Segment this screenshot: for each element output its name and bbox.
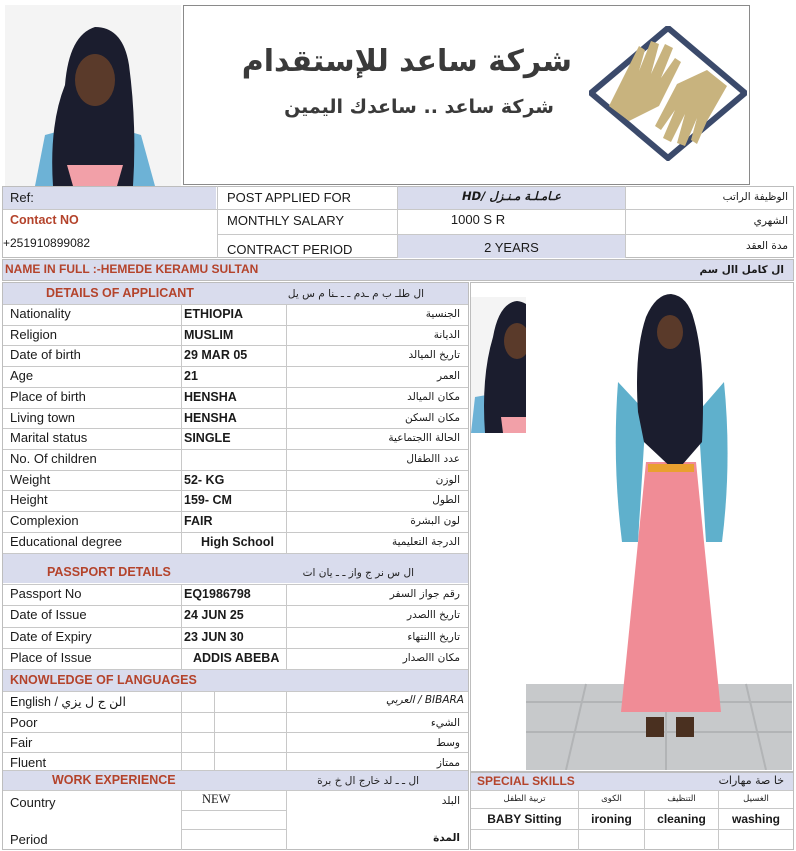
skill-en: BABY Sitting [487, 812, 562, 826]
contact-label: Contact NO [10, 213, 79, 227]
hands-logo-icon [589, 26, 747, 161]
work-title: WORK EXPERIENCE [52, 773, 176, 787]
detail-label: Religion [10, 327, 57, 342]
salary-value: 1000 S R [450, 212, 506, 227]
skill-ar: الكوى [601, 794, 622, 804]
passport-label: Date of Expiry [10, 629, 92, 644]
detail-ar: الوزن [435, 474, 460, 486]
passport-label: Date of Issue [10, 607, 87, 622]
detail-label: Complexion [10, 513, 79, 528]
detail-label: Marital status [10, 430, 88, 445]
skill-ar: الغسيل [743, 794, 769, 804]
period-ar: المدة [433, 832, 460, 844]
detail-value: HENSHA [184, 390, 237, 404]
detail-label: Age [10, 368, 34, 383]
passport-title: PASSPORT DETAILS [47, 565, 171, 579]
contract-label: CONTRACT PERIOD [227, 242, 353, 257]
detail-value: High School [201, 535, 274, 549]
company-name: شركة ساعد للإستقدام [241, 44, 572, 79]
detail-value: 29 MAR 05 [184, 348, 248, 362]
detail-value: 21 [184, 369, 198, 383]
passport-ar: تاريخ االنتهاء [407, 631, 460, 643]
skill-ar: التنظيف [667, 794, 696, 804]
passport-label: Place of Issue [10, 650, 92, 665]
col-divider [644, 790, 645, 850]
contract-ar: مدة العقد [746, 240, 788, 252]
full-body-image [526, 292, 792, 770]
detail-label: Height [10, 492, 48, 507]
detail-value: 52- KG [184, 473, 225, 487]
contract-value: 2 YEARS [484, 240, 539, 255]
passport-ar: مكان االصدار [402, 652, 460, 664]
detail-value: SINGLE [184, 431, 231, 445]
period-label: Period [10, 832, 48, 847]
company-banner [183, 5, 750, 185]
detail-label: Living town [10, 410, 76, 425]
detail-value: ETHIOPIA [184, 307, 244, 321]
detail-label: Educational degree [10, 534, 123, 549]
skills-title: SPECIAL SKILLS [477, 774, 575, 788]
language-level-ar: الشيء [430, 717, 460, 729]
details-title: DETAILS OF APPLICANT [46, 286, 194, 300]
ref-cell [3, 187, 216, 209]
post-value: HD/ عـامـلـة مـنـزل [461, 189, 562, 203]
language-level: Fluent [10, 755, 47, 770]
language-level: Fair [10, 735, 33, 750]
detail-ar: الطول [432, 494, 460, 506]
detail-label: No. Of children [10, 451, 97, 466]
detail-value: HENSHA [184, 411, 237, 425]
detail-ar: مكان الميالد [407, 391, 460, 403]
detail-ar: مكان السكن [405, 412, 460, 424]
skill-en: washing [731, 812, 780, 826]
phone-number: +251910899082 [3, 236, 91, 250]
detail-ar: الجنسية [425, 308, 460, 320]
passport-value: ADDIS ABEBA [193, 651, 280, 665]
applicant-portrait-small [5, 5, 181, 186]
passport-value: 24 JUN 25 [184, 608, 244, 622]
arabic-label: العربي / BIBARA [385, 694, 464, 706]
skill-ar: تربية الطفل [503, 794, 546, 804]
post-label: POST APPLIED FOR [227, 190, 352, 205]
full-name-ar: ال كامل اال سم [699, 264, 784, 276]
country-label: Country [10, 795, 56, 810]
skill-en: cleaning [657, 812, 706, 826]
passport-title-ar: ال س نر ج واز ـ ـ يان ات [302, 567, 414, 579]
passport-value: EQ1986798 [184, 587, 251, 601]
language-level-ar: ممتاز [436, 757, 460, 769]
languages-title: KNOWLEDGE OF LANGUAGES [10, 673, 197, 687]
detail-value: MUSLIM [184, 328, 234, 342]
detail-label: Nationality [10, 306, 71, 321]
detail-value: FAIR [184, 514, 213, 528]
passport-ar: رقم جواز السفر [389, 588, 460, 600]
skill-en: ironing [591, 812, 632, 826]
detail-ar: الديانة [433, 329, 460, 341]
country-ar: البلد [441, 795, 460, 807]
detail-ar: الدرجة التعليمية [391, 536, 460, 548]
col-divider [286, 584, 287, 669]
detail-ar: لون البشرة [410, 515, 460, 527]
english-label: English / الن ج ل يزي [10, 695, 126, 709]
details-title-ar: ال طلـ ب م ـدم ـ ـ ـنا م س يل [287, 288, 424, 300]
passport-value: 23 JUN 30 [184, 630, 244, 644]
detail-value: 159- CM [184, 493, 232, 507]
passport-ar: تاريخ االصدر [407, 609, 460, 621]
full-name: NAME IN FULL :-HEMEDE KERAMU SULTAN [5, 262, 259, 276]
country-value: NEW [202, 792, 231, 806]
col-divider [181, 584, 182, 669]
portrait-image [5, 5, 181, 186]
col-divider [181, 304, 182, 553]
col-divider [578, 790, 579, 850]
col-divider [718, 790, 719, 850]
passport-label: Passport No [10, 586, 82, 601]
skills-title-ar: خا صة مهارات [718, 774, 784, 787]
post-ar: الوظيفة الراتب [722, 191, 788, 203]
salary-ar: الشهري [753, 215, 788, 227]
detail-label: Place of birth [10, 389, 86, 404]
detail-label: Weight [10, 472, 51, 487]
detail-ar: تاريخ الميالد [408, 349, 460, 361]
ref-label: Ref: [10, 190, 34, 205]
language-level-ar: وسط [436, 737, 460, 749]
language-level: Poor [10, 715, 38, 730]
detail-label: Date of birth [10, 347, 81, 362]
detail-ar: الحالة االجتماعية [388, 432, 460, 444]
applicant-full-body-photo [526, 292, 792, 770]
detail-ar: عدد االطفال [406, 453, 460, 465]
salary-label: MONTHLY SALARY [227, 213, 345, 228]
col-divider [286, 304, 287, 553]
detail-ar: العمر [436, 370, 460, 382]
company-slogan: شركة ساعد .. ساعدك اليمين [284, 96, 554, 118]
work-title-ar: ال ـ ـ لد خارج ال خ برة [317, 775, 419, 787]
